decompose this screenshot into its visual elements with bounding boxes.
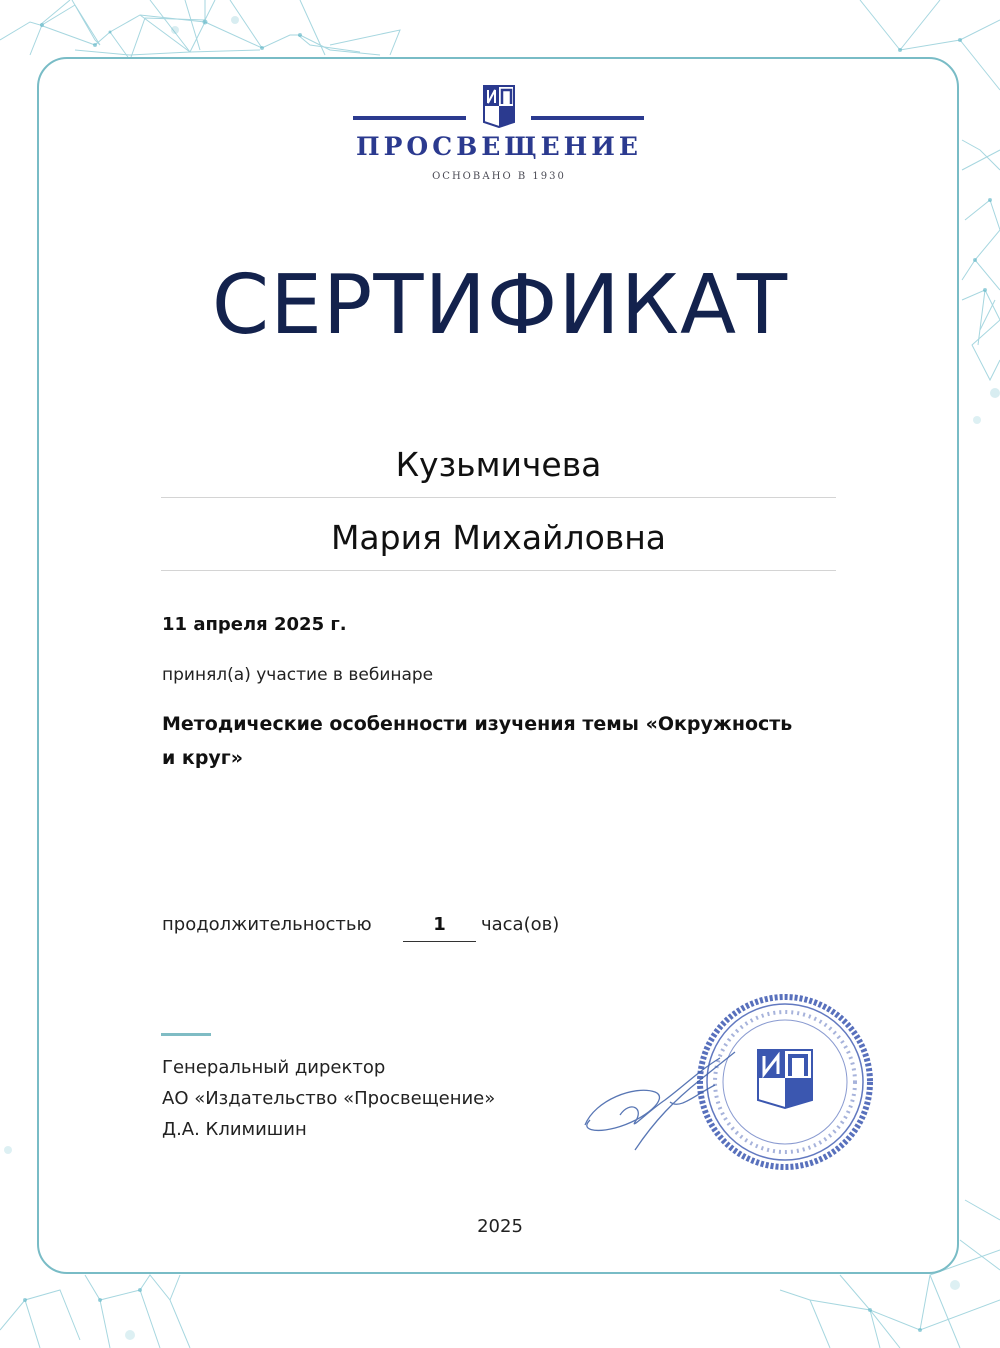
participation-text: принял(а) участие в вебинаре	[162, 665, 434, 685]
logo-wordmark: ПРОСВЕЩЕНИЕ	[356, 132, 642, 161]
logo-rule-left	[353, 116, 466, 120]
ip-shield-logo-icon	[481, 84, 517, 128]
duration-label: продолжительностью	[162, 914, 372, 935]
logo-founded-text: ОСНОВАНО В 1930	[432, 171, 566, 182]
handwritten-signature-icon	[585, 1052, 735, 1150]
stamp-and-signature	[575, 990, 880, 1180]
signatory-name: Д.А. Климишин	[162, 1119, 307, 1140]
signatory-position: Генеральный директор	[162, 1057, 386, 1078]
company-seal-icon	[700, 997, 870, 1167]
signatory-block	[162, 1052, 495, 1145]
webinar-topic: Методические особенности изучения темы «Окружность и круг»	[162, 713, 793, 769]
signatory-organization: АО «Издательство «Просвещение»	[162, 1088, 496, 1109]
duration-unit: часа(ов)	[481, 914, 560, 935]
name-divider	[161, 570, 836, 571]
publisher-logo	[353, 82, 645, 192]
duration-value: 1	[403, 914, 476, 942]
certificate-year: 2025	[477, 1216, 523, 1237]
recipient-given-names: Мария Михайловна	[330, 518, 667, 557]
recipient-surname: Кузьмичева	[395, 445, 602, 484]
certificate-title: СЕРТИФИКАТ	[211, 258, 789, 353]
name-divider	[161, 497, 836, 498]
logo-rule-right	[531, 116, 644, 120]
accent-dash	[161, 1033, 211, 1036]
event-date: 11 апреля 2025 г.	[162, 614, 347, 635]
